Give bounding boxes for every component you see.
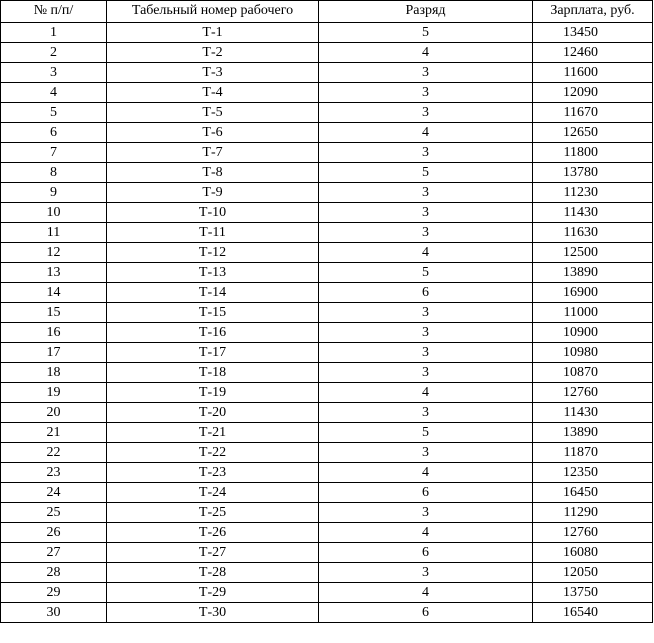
grade-cell: 4 xyxy=(319,123,533,143)
row-number-cell: 13 xyxy=(1,263,107,283)
row-number-cell: 6 xyxy=(1,123,107,143)
row-number-cell: 11 xyxy=(1,223,107,243)
row-number-cell: 16 xyxy=(1,323,107,343)
grade-cell: 4 xyxy=(319,583,533,603)
tab-number-cell: Т-17 xyxy=(107,343,319,363)
table-row xyxy=(1,183,653,203)
tab-number-cell: Т-15 xyxy=(107,303,319,323)
tab-number-cell: Т-20 xyxy=(107,403,319,423)
tab-number-cell: Т-11 xyxy=(107,223,319,243)
grade-cell: 3 xyxy=(319,563,533,583)
tab-number-cell: Т-8 xyxy=(107,163,319,183)
salary-cell: 10980 xyxy=(533,343,653,363)
tab-number-cell: Т-12 xyxy=(107,243,319,263)
grade-cell: 6 xyxy=(319,543,533,563)
header-cell-number: № п/п/ xyxy=(1,1,107,23)
tab-number-cell: Т-13 xyxy=(107,263,319,283)
tab-number-cell: Т-10 xyxy=(107,203,319,223)
tab-number-cell: Т-30 xyxy=(107,603,319,623)
salary-cell: 11000 xyxy=(533,303,653,323)
tab-number-cell: Т-5 xyxy=(107,103,319,123)
salary-cell: 13890 xyxy=(533,263,653,283)
tab-number-cell: Т-18 xyxy=(107,363,319,383)
salary-cell: 11800 xyxy=(533,143,653,163)
salary-cell: 13780 xyxy=(533,163,653,183)
grade-cell: 3 xyxy=(319,203,533,223)
salary-cell: 11430 xyxy=(533,203,653,223)
grade-cell: 3 xyxy=(319,103,533,123)
table-row xyxy=(1,503,653,523)
grade-cell: 3 xyxy=(319,323,533,343)
salary-cell: 11230 xyxy=(533,183,653,203)
table-row xyxy=(1,483,653,503)
table-row xyxy=(1,163,653,183)
row-number-cell: 2 xyxy=(1,43,107,63)
tab-number-cell: Т-3 xyxy=(107,63,319,83)
salary-cell: 10900 xyxy=(533,323,653,343)
row-number-cell: 8 xyxy=(1,163,107,183)
row-number-cell: 15 xyxy=(1,303,107,323)
grade-cell: 3 xyxy=(319,63,533,83)
table-row xyxy=(1,323,653,343)
table-row xyxy=(1,583,653,603)
row-number-cell: 23 xyxy=(1,463,107,483)
row-number-cell: 3 xyxy=(1,63,107,83)
salary-cell: 16900 xyxy=(533,283,653,303)
row-number-cell: 28 xyxy=(1,563,107,583)
table-row xyxy=(1,443,653,463)
salary-cell: 13750 xyxy=(533,583,653,603)
row-number-cell: 29 xyxy=(1,583,107,603)
tab-number-cell: Т-22 xyxy=(107,443,319,463)
tab-number-cell: Т-7 xyxy=(107,143,319,163)
row-number-cell: 18 xyxy=(1,363,107,383)
salary-cell: 12090 xyxy=(533,83,653,103)
tab-number-cell: Т-28 xyxy=(107,563,319,583)
table-row xyxy=(1,283,653,303)
row-number-cell: 30 xyxy=(1,603,107,623)
grade-cell: 4 xyxy=(319,43,533,63)
grade-cell: 5 xyxy=(319,423,533,443)
table-row xyxy=(1,403,653,423)
grade-cell: 3 xyxy=(319,503,533,523)
table-row xyxy=(1,563,653,583)
tab-number-cell: Т-25 xyxy=(107,503,319,523)
table-row xyxy=(1,603,653,623)
table-row xyxy=(1,63,653,83)
grade-cell: 4 xyxy=(319,383,533,403)
salary-cell: 11430 xyxy=(533,403,653,423)
tab-number-cell: Т-29 xyxy=(107,583,319,603)
table-row xyxy=(1,343,653,363)
grade-cell: 3 xyxy=(319,343,533,363)
salary-cell: 12650 xyxy=(533,123,653,143)
table-row xyxy=(1,143,653,163)
salary-cell: 11600 xyxy=(533,63,653,83)
salary-cell: 16080 xyxy=(533,543,653,563)
grade-cell: 3 xyxy=(319,363,533,383)
row-number-cell: 21 xyxy=(1,423,107,443)
table-row xyxy=(1,203,653,223)
grade-cell: 3 xyxy=(319,303,533,323)
grade-cell: 6 xyxy=(319,603,533,623)
grade-cell: 5 xyxy=(319,263,533,283)
tab-number-cell: Т-19 xyxy=(107,383,319,403)
salary-cell: 11630 xyxy=(533,223,653,243)
grade-cell: 6 xyxy=(319,283,533,303)
tab-number-cell: Т-4 xyxy=(107,83,319,103)
table-row xyxy=(1,243,653,263)
table-row xyxy=(1,303,653,323)
tab-number-cell: Т-2 xyxy=(107,43,319,63)
table-row xyxy=(1,423,653,443)
table-row xyxy=(1,43,653,63)
salary-cell: 11870 xyxy=(533,443,653,463)
row-number-cell: 5 xyxy=(1,103,107,123)
salary-cell: 16540 xyxy=(533,603,653,623)
tab-number-cell: Т-1 xyxy=(107,23,319,43)
row-number-cell: 9 xyxy=(1,183,107,203)
table-row xyxy=(1,543,653,563)
salary-cell: 12760 xyxy=(533,523,653,543)
row-number-cell: 25 xyxy=(1,503,107,523)
salary-cell: 10870 xyxy=(533,363,653,383)
salary-cell: 11670 xyxy=(533,103,653,123)
grade-cell: 4 xyxy=(319,463,533,483)
grade-cell: 3 xyxy=(319,223,533,243)
grade-cell: 3 xyxy=(319,143,533,163)
table-row xyxy=(1,263,653,283)
row-number-cell: 10 xyxy=(1,203,107,223)
row-number-cell: 24 xyxy=(1,483,107,503)
salary-cell: 11290 xyxy=(533,503,653,523)
salary-cell: 12460 xyxy=(533,43,653,63)
row-number-cell: 19 xyxy=(1,383,107,403)
salary-cell: 12050 xyxy=(533,563,653,583)
tab-number-cell: Т-16 xyxy=(107,323,319,343)
header-row xyxy=(1,1,653,23)
row-number-cell: 26 xyxy=(1,523,107,543)
row-number-cell: 1 xyxy=(1,23,107,43)
salary-cell: 12350 xyxy=(533,463,653,483)
salary-cell: 12500 xyxy=(533,243,653,263)
grade-cell: 3 xyxy=(319,183,533,203)
tab-number-cell: Т-14 xyxy=(107,283,319,303)
row-number-cell: 14 xyxy=(1,283,107,303)
grade-cell: 6 xyxy=(319,483,533,503)
tab-number-cell: Т-9 xyxy=(107,183,319,203)
header-cell-grade: Разряд xyxy=(319,1,533,23)
table-body xyxy=(1,23,653,623)
row-number-cell: 27 xyxy=(1,543,107,563)
tab-number-cell: Т-26 xyxy=(107,523,319,543)
table-row xyxy=(1,103,653,123)
table-row xyxy=(1,463,653,483)
row-number-cell: 4 xyxy=(1,83,107,103)
table-row xyxy=(1,123,653,143)
row-number-cell: 17 xyxy=(1,343,107,363)
table-row xyxy=(1,83,653,103)
grade-cell: 3 xyxy=(319,443,533,463)
grade-cell: 5 xyxy=(319,23,533,43)
header-cell-salary: Зарплата, руб. xyxy=(533,1,653,23)
table-row xyxy=(1,383,653,403)
grade-cell: 3 xyxy=(319,83,533,103)
tab-number-cell: Т-21 xyxy=(107,423,319,443)
table-row xyxy=(1,363,653,383)
table-header xyxy=(1,1,653,23)
grade-cell: 4 xyxy=(319,243,533,263)
row-number-cell: 12 xyxy=(1,243,107,263)
salary-cell: 13450 xyxy=(533,23,653,43)
salary-cell: 16450 xyxy=(533,483,653,503)
grade-cell: 4 xyxy=(319,523,533,543)
table-row xyxy=(1,523,653,543)
tab-number-cell: Т-6 xyxy=(107,123,319,143)
row-number-cell: 22 xyxy=(1,443,107,463)
table-row xyxy=(1,223,653,243)
tab-number-cell: Т-27 xyxy=(107,543,319,563)
row-number-cell: 7 xyxy=(1,143,107,163)
grade-cell: 5 xyxy=(319,163,533,183)
grade-cell: 3 xyxy=(319,403,533,423)
salary-cell: 13890 xyxy=(533,423,653,443)
salary-cell: 12760 xyxy=(533,383,653,403)
header-cell-tab-number: Табельный номер рабочего xyxy=(107,1,319,23)
table-row xyxy=(1,23,653,43)
tab-number-cell: Т-24 xyxy=(107,483,319,503)
tab-number-cell: Т-23 xyxy=(107,463,319,483)
row-number-cell: 20 xyxy=(1,403,107,423)
